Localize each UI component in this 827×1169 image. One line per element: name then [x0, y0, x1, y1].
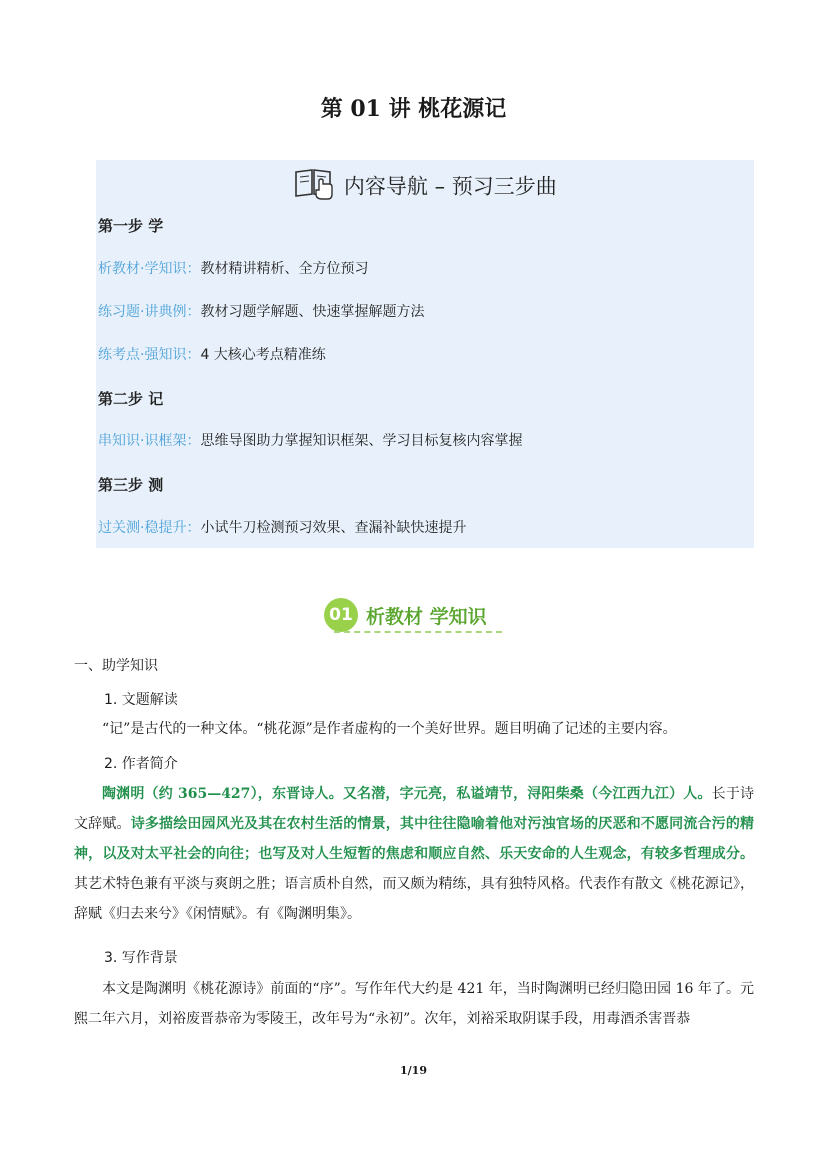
content-navigation-box — [96, 160, 754, 548]
book-pointer-icon — [293, 166, 335, 205]
page-title: 第 01 讲 桃花源记 — [320, 96, 507, 122]
author-plain-text: 长于诗文辞赋。 — [74, 786, 755, 832]
nav-row-keypoints — [98, 344, 326, 364]
step-one-label: 第一步 学 — [98, 217, 164, 235]
author-plain-text: 其艺术特色兼有平淡与爽朗之胜；语言质朴自然，而又颇为精练，具有独特风格。代表作有散文《桃花源记》，辞赋《归去来兮》《闲情赋》。有《陶渊明集》。 — [74, 876, 754, 922]
nav-row-value: 思维导图助力掌握知识框架、学习目标复核内容掌握 — [200, 433, 523, 449]
section-title: 析教材 学知识 — [366, 606, 487, 628]
subheading-writing-background: 3. 写作背景 — [104, 950, 178, 966]
paragraph-writing-background: 本文是陶渊明《桃花源诗》前面的“序”。写作年代大约是 421 年，当时陶渊明已经归隐田园 16 年了。元熙二年六月，刘裕废晋恭帝为零陵王，改年号为“永初”。次年，刘裕采取阴谋手段，用毒酒杀害晋恭 — [74, 981, 754, 1027]
nav-row-value: 小试牛刀检测预习效果、查漏补缺快速提升 — [200, 520, 467, 536]
nav-row-key: 析教材·学知识： — [98, 261, 201, 277]
heading-study-knowledge: 一、助学知识 — [74, 658, 158, 674]
page-number: 1/19 — [400, 1064, 427, 1077]
nav-row-value: 4 大核心考点精准练 — [200, 347, 326, 363]
section-underline — [334, 631, 502, 633]
nav-row-framework — [98, 430, 522, 450]
paragraph-title-interpretation: “记”是古代的一种文体。“桃花源”是作者虚构的一个美好世界。题目明确了记述的主要内容。 — [102, 721, 677, 737]
nav-row-analyze — [98, 258, 368, 278]
author-highlight-text: 诗多描绘田园风光及其在农村生活的情景，其中往往隐喻着他对污浊官场的厌恶和不愿同流合污的精神，以及对太平社会的向往；也写及对人生短暂的焦虑和顺应自然、乐天安命的人生观念，有较多哲理成分。 — [74, 816, 755, 862]
nav-row-test — [98, 517, 466, 537]
nav-row-value: 教材精讲精析、全方位预习 — [200, 261, 369, 277]
nav-row-key: 练考点·强知识： — [98, 347, 201, 363]
step-two-label: 第二步 记 — [98, 390, 164, 408]
paragraph-author-intro — [74, 779, 754, 929]
step-three-label: 第三步 测 — [98, 476, 164, 494]
author-highlight-text: 陶渊明（约 365—427），东晋诗人。又名潜，字元亮，私谥靖节，浔阳柴桑（今江西九江）人。 — [102, 786, 712, 802]
subheading-author-intro: 2. 作者简介 — [104, 756, 178, 772]
nav-row-key: 过关测·稳提升： — [98, 520, 201, 536]
nav-row-key: 练习题·讲典例： — [98, 304, 201, 320]
nav-heading — [96, 166, 754, 205]
nav-row-practice — [98, 301, 424, 321]
subheading-title-interpretation: 1. 文题解读 — [104, 692, 178, 708]
nav-row-value: 教材习题学解题、快速掌握解题方法 — [200, 304, 425, 320]
nav-row-key: 串知识·识框架： — [98, 433, 201, 449]
nav-heading-text: 内容导航 – 预习三步曲 — [343, 174, 557, 199]
section-number-badge: 01 — [324, 598, 358, 632]
